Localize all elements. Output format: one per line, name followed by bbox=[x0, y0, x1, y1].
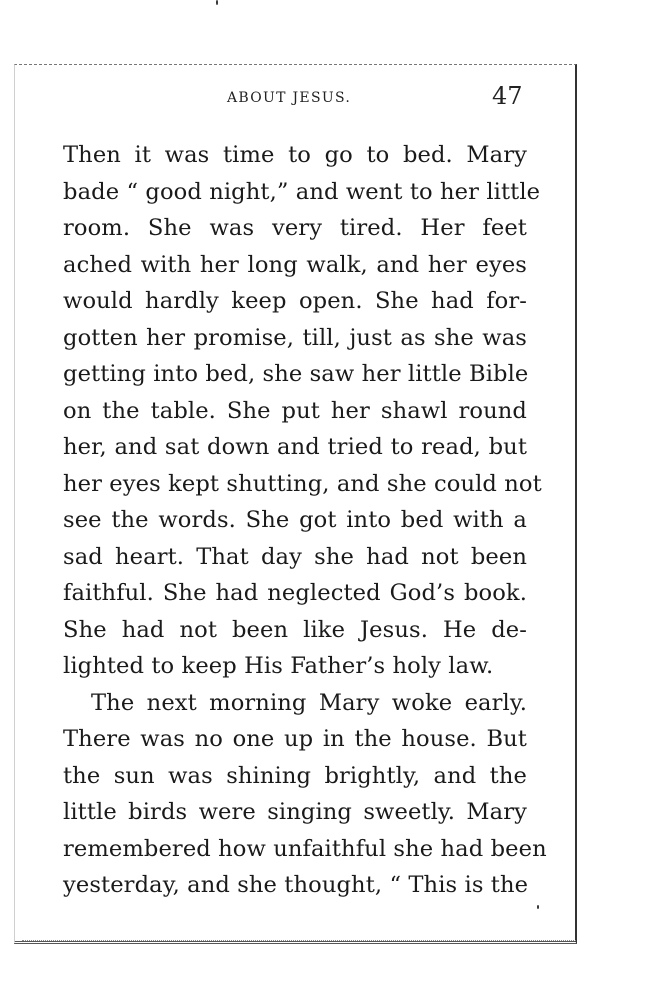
text-line: The next morning Mary woke early. bbox=[91, 689, 527, 716]
text-line: her eyes kept shutting, and she could not bbox=[63, 470, 542, 497]
text-line: getting into bed, she saw her little Bible bbox=[63, 361, 529, 387]
text-line: room. She was very tired. Her feet bbox=[63, 215, 527, 241]
text-line: Then it was time to go to bed. Mary bbox=[63, 142, 527, 168]
paragraph bbox=[63, 137, 542, 685]
page-border-shadow bbox=[22, 940, 576, 942]
text-line: There was no one up in the house. But bbox=[63, 726, 527, 752]
text-line: ached with her long walk, and her eyes bbox=[63, 251, 527, 278]
text-line: gotten her promise, till, just as she was bbox=[63, 324, 527, 351]
text-line: sad heart. That day she had not been bbox=[63, 543, 527, 570]
text-line: would hardly keep open. She had for- bbox=[63, 288, 527, 314]
text-line: the sun was shining brightly, and the bbox=[63, 762, 527, 789]
text-line: bade “ good night,” and went to her little bbox=[63, 178, 541, 205]
text-line: see the words. She got into bed with a bbox=[63, 507, 527, 533]
print-speck bbox=[537, 905, 539, 909]
text-line: her, and sat down and tried to read, but bbox=[63, 434, 527, 460]
text-line: She had not been like Jesus. He de- bbox=[63, 616, 527, 643]
running-head: ABOUT JESUS. bbox=[227, 90, 352, 106]
text-line: little birds were singing sweetly. Mary bbox=[63, 799, 527, 825]
print-speck bbox=[216, 0, 218, 5]
page-number: 47 bbox=[492, 82, 523, 110]
text-line: remembered how unfaithful she had been bbox=[63, 835, 547, 862]
paragraph bbox=[63, 685, 547, 904]
text-line: on the table. She put her shawl round bbox=[63, 397, 527, 424]
text-line: yesterday, and she thought, “ This is the bbox=[63, 872, 529, 898]
page-header bbox=[0, 82, 648, 112]
text-line: lighted to keep His Father’s holy law. bbox=[63, 653, 494, 679]
text-line: faithful. She had neglected God’s book. bbox=[63, 580, 527, 606]
body-text bbox=[63, 137, 547, 904]
